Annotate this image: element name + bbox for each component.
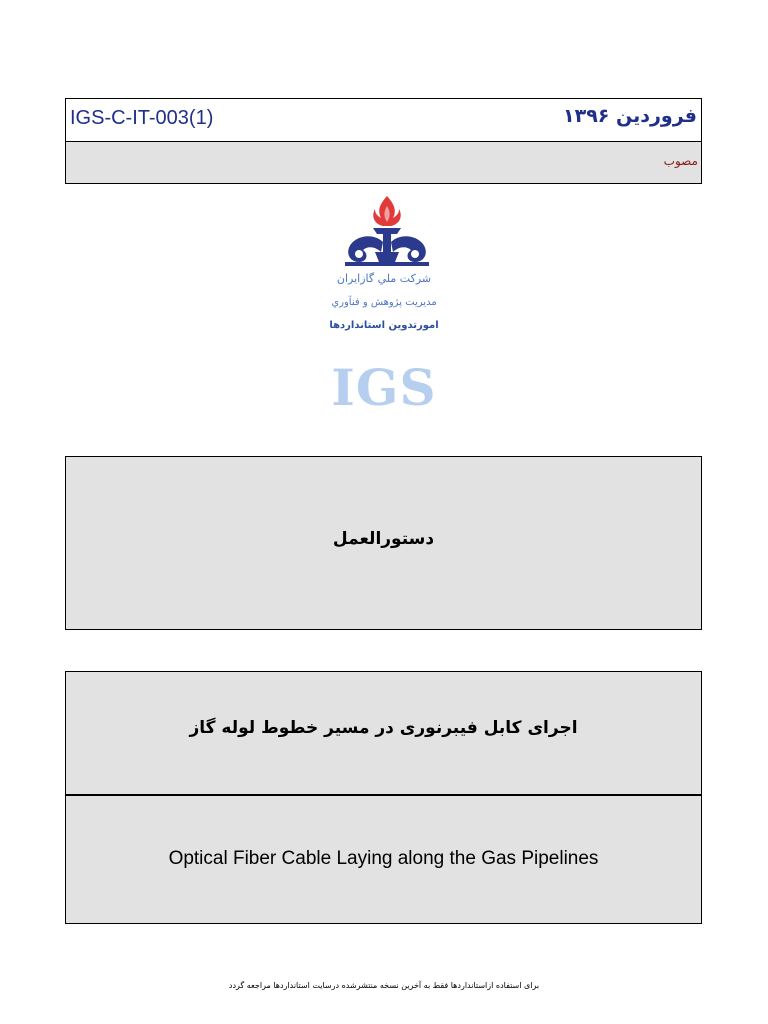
document-title-box bbox=[65, 671, 702, 924]
title-divider bbox=[66, 794, 701, 796]
header-row-code-date bbox=[66, 99, 701, 142]
document-type-box bbox=[65, 456, 702, 630]
igs-acronym: IGS bbox=[331, 358, 437, 417]
organization-office: امورتدوين استانداردها bbox=[329, 320, 439, 331]
document-date: فروردین ۱۳۹۶ bbox=[563, 105, 697, 127]
approval-status: مصوب bbox=[663, 154, 698, 168]
document-code: IGS-C-IT-003(1) bbox=[70, 107, 214, 129]
document-type: دستورالعمل bbox=[332, 529, 435, 549]
document-title-english: Optical Fiber Cable Laying along the Gas Pipelines bbox=[168, 848, 599, 869]
header-row-status bbox=[66, 142, 701, 183]
document-header bbox=[65, 98, 702, 184]
footer-note: برای استفاده ازاستانداردها فقط به آخرین نسخه منتشرشده درسایت استانداردها مراجعه گردد bbox=[228, 981, 540, 990]
nigc-flame-logo-icon bbox=[337, 192, 437, 272]
document-title-persian: اجرای کابل فیبرنوری در مسیر خطوط لوله گاز bbox=[189, 718, 578, 738]
organization-name: شرکت ملي گازايران bbox=[336, 272, 432, 285]
organization-department: مديريت پژوهش و فنآوري bbox=[331, 297, 437, 308]
